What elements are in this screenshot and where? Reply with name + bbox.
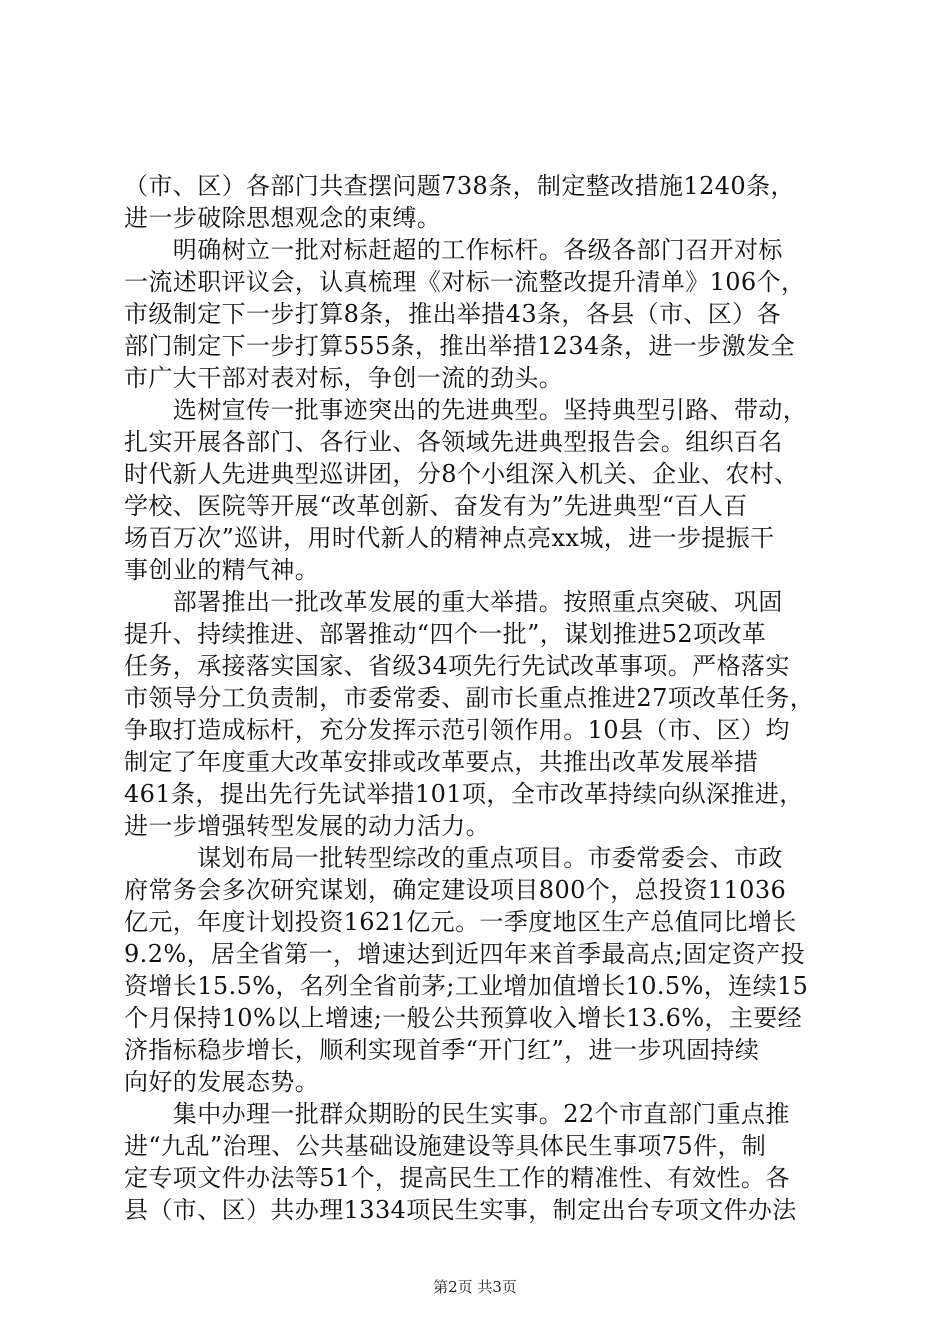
- text-line: 时代新人先进典型巡讲团，分8个小组深入机关、企业、农村、: [124, 460, 799, 488]
- text-line: 市广大干部对表对标，争创一流的劲头。: [124, 364, 564, 392]
- text-line: 选树宣传一批事迹突出的先进典型。坚持典型引路、带动，: [124, 396, 808, 424]
- text-line: 事创业的精气神。: [124, 556, 320, 584]
- text-line: 扎实开展各部门、各行业、各领域先进典型报告会。组织百名: [124, 428, 783, 456]
- text-line: 进一步破除思想观念的束缚。: [124, 204, 442, 232]
- text-line: 资增长15.5%，名列全省前茅;工业增加值增长10.5%，连续15: [124, 972, 809, 1000]
- text-line: 争取打造成标杆，充分发挥示范引领作用。10县（市、区）均: [124, 716, 790, 744]
- text-line: 亿元，年度计划投资1621亿元。一季度地区生产总值同比增长: [124, 908, 797, 936]
- text-line: 个月保持10%以上增速;一般公共预算收入增长13.6%，主要经: [124, 1004, 803, 1032]
- text-line: 9.2%，居全省第一，增速达到近四年来首季最高点;固定资产投: [124, 940, 806, 968]
- text-line: 进一步增强转型发展的动力活力。: [124, 812, 490, 840]
- text-line: 461条，提出先行先试举措101项，全市改革持续向纵深推进，: [124, 780, 804, 808]
- page-footer: [0, 1276, 950, 1297]
- text-line: 县（市、区）共办理1334项民生实事，制定出台专项文件办法: [124, 1196, 797, 1224]
- document-body: [124, 170, 840, 1226]
- text-line: 集中办理一批群众期盼的民生实事。22个市直部门重点推: [124, 1100, 790, 1128]
- text-line: 进“九乱”治理、公共基础设施建设等具体民生事项75件，制: [124, 1132, 767, 1160]
- text-line: 明确树立一批对标赶超的工作标杆。各级各部门召开对标: [124, 236, 783, 264]
- text-line: 一流述职评议会，认真梳理《对标一流整改提升清单》106个，: [124, 268, 806, 296]
- text-line: 市级制定下一步打算8条，推出举措43条，各县（市、区）各: [124, 300, 782, 328]
- text-line: 谋划布局一批转型综改的重点项目。市委常委会、市政: [124, 844, 783, 872]
- text-line: 府常务会多次研究谋划，确定建设项目800个，总投资11036: [124, 876, 787, 904]
- text-line: 济指标稳步增长，顺利实现首季“开门红”，进一步巩固持续: [124, 1036, 760, 1064]
- text-line: 学校、医院等开展“改革创新、奋发有为”先进典型“百人百: [124, 492, 748, 520]
- text-line: 任务，承接落实国家、省级34项先行先试改革事项。严格落实: [124, 652, 790, 680]
- text-line: 部署推出一批改革发展的重大举措。按照重点突破、巩固: [124, 588, 783, 616]
- text-line: 部门制定下一步打算555条，推出举措1234条，进一步激发全: [124, 332, 795, 360]
- text-line: （市、区）各部门共查摆问题738条，制定整改措施1240条，: [124, 172, 795, 200]
- text-line: 提升、持续推进、部署推动“四个一批”，谋划推进52项改革: [124, 620, 767, 648]
- page-indicator: 第2页 共3页: [433, 1278, 517, 1296]
- text-line: 制定了年度重大改革安排或改革要点，共推出改革发展举措: [124, 748, 759, 776]
- text-line: 市领导分工负责制，市委常委、副市长重点推进27项改革任务，: [124, 684, 815, 712]
- text-line: 定专项文件办法等51个，提高民生工作的精准性、有效性。各: [124, 1164, 790, 1192]
- text-line: 场百万次”巡讲，用时代新人的精神点亮xx城，进一步提振干: [124, 524, 775, 552]
- text-line: 向好的发展态势。: [124, 1068, 320, 1096]
